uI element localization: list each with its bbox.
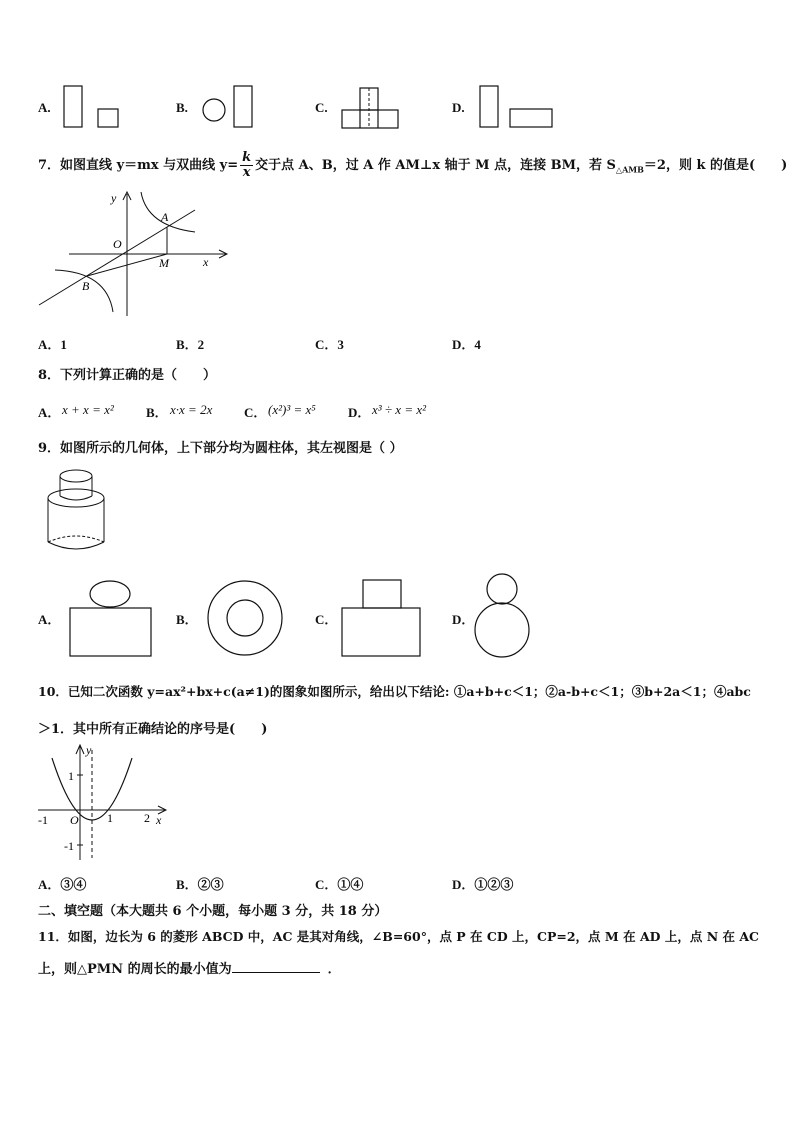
q6-option-a-label: A. — [38, 100, 51, 115]
q6-option-b-figure — [198, 84, 258, 132]
q6-option-d-figure — [476, 84, 558, 132]
q6-option-c-figure — [338, 84, 402, 132]
q9-solid-figure — [40, 464, 112, 554]
q10-label-1y: 1 — [68, 769, 74, 783]
q8-option-c-expr: (x²)³ = x⁵ — [268, 402, 316, 417]
q10-stem-line2: ＞1．其中所有正确结论的序号是( ) — [38, 722, 268, 737]
q10-option-a: A．③④ — [38, 877, 87, 892]
q10-graph — [34, 740, 174, 862]
q9-option-a-figure — [66, 578, 156, 660]
q7-label-b: B — [82, 279, 90, 293]
q10-label-x: x — [156, 813, 162, 827]
q11-line2-suffix: ． — [327, 962, 341, 977]
q8-option-a-label: A． — [38, 405, 61, 420]
q7-option-a: A．1 — [38, 337, 67, 352]
q7-label-a: A — [161, 210, 169, 224]
q7-option-c: C．3 — [315, 337, 344, 352]
q10-label-2x: 2 — [144, 811, 150, 825]
q10-option-d: D．①②③ — [452, 877, 514, 892]
q9-option-b-figure — [204, 578, 286, 660]
q7-label-y: y — [111, 191, 117, 205]
q9-option-c-figure — [338, 578, 424, 660]
q7-option-d: D．4 — [452, 337, 481, 352]
q8-option-b-expr: x·x = 2x — [170, 402, 213, 417]
q10-label-neg1x: -1 — [38, 813, 48, 827]
q7-label-m: M — [159, 256, 169, 270]
q6-option-b-label: B. — [176, 100, 188, 115]
q10-label-o: O — [70, 813, 79, 827]
q7-label-o: O — [113, 237, 122, 251]
q10-label-neg1y: -1 — [64, 839, 74, 853]
q7-stem-suffix: 交于点 A、B，过 A 作 AM⊥x 轴于 M 点，连接 BM，若 S — [255, 158, 616, 173]
q10-option-b: B．②③ — [176, 877, 224, 892]
q9-option-d-figure — [474, 572, 534, 664]
q9-option-a-label: A． — [38, 612, 61, 627]
q6-option-d-label: D. — [452, 100, 465, 115]
q7-stem — [38, 151, 787, 180]
q9-option-b-label: B． — [176, 612, 198, 627]
q11-line1: 11．如图，边长为 6 的菱形 ABCD 中，AC 是其对角线，∠B=60°，点 P 在 CD 上，CP=2，点 M 在 AD 上，点 N 在 AC — [38, 929, 759, 944]
q8-stem: 8．下列计算正确的是（ ） — [38, 368, 217, 383]
q7-frac-den: x — [242, 165, 251, 180]
q7-label-x: x — [203, 255, 209, 269]
q11-answer-blank[interactable] — [232, 960, 320, 973]
q8-option-b-label: B． — [146, 405, 168, 420]
q8-option-a-expr: x + x = x² — [62, 402, 114, 417]
q7-stem-end: ＝2，则 k 的值是( ) — [643, 158, 788, 173]
q8-option-c-label: C． — [244, 405, 267, 420]
q9-option-d-label: D． — [452, 612, 475, 627]
q9-option-c-label: C． — [315, 612, 338, 627]
q9-stem: 9．如图所示的几何体，上下部分均为圆柱体，其左视图是（ ） — [38, 441, 403, 456]
q7-frac-num: k — [242, 150, 252, 165]
q7-stem-prefix: 7．如图直线 y＝mx 与双曲线 y= — [38, 158, 239, 173]
q11-line2-prefix: 上，则△PMN 的周长的最小值为 — [38, 962, 232, 977]
q7-option-b: B．2 — [176, 337, 205, 352]
q10-label-1x: 1 — [107, 811, 113, 825]
q8-option-d-label: D． — [348, 405, 371, 420]
q10-option-c: C．①④ — [315, 877, 364, 892]
q7-fraction — [240, 151, 253, 180]
q10-stem-line1: 10．已知二次函数 y=ax²+bx+c(a≠1)的图象如图所示，给出以下结论: ①a+b+c＜1；②a-b+c＜1；③b+2a＜1；④abc — [38, 684, 751, 699]
q7-subscript: △AMB — [615, 164, 644, 175]
q6-option-a-figure — [60, 84, 122, 132]
q11-line2 — [38, 958, 341, 977]
q10-label-y: y — [86, 743, 92, 757]
q8-option-d-expr: x³ ÷ x = x² — [372, 402, 427, 417]
section2-heading: 二、填空题（本大题共 6 个小题，每小题 3 分，共 18 分） — [38, 904, 388, 919]
q6-option-c-label: C. — [315, 100, 328, 115]
q7-graph — [35, 188, 235, 323]
